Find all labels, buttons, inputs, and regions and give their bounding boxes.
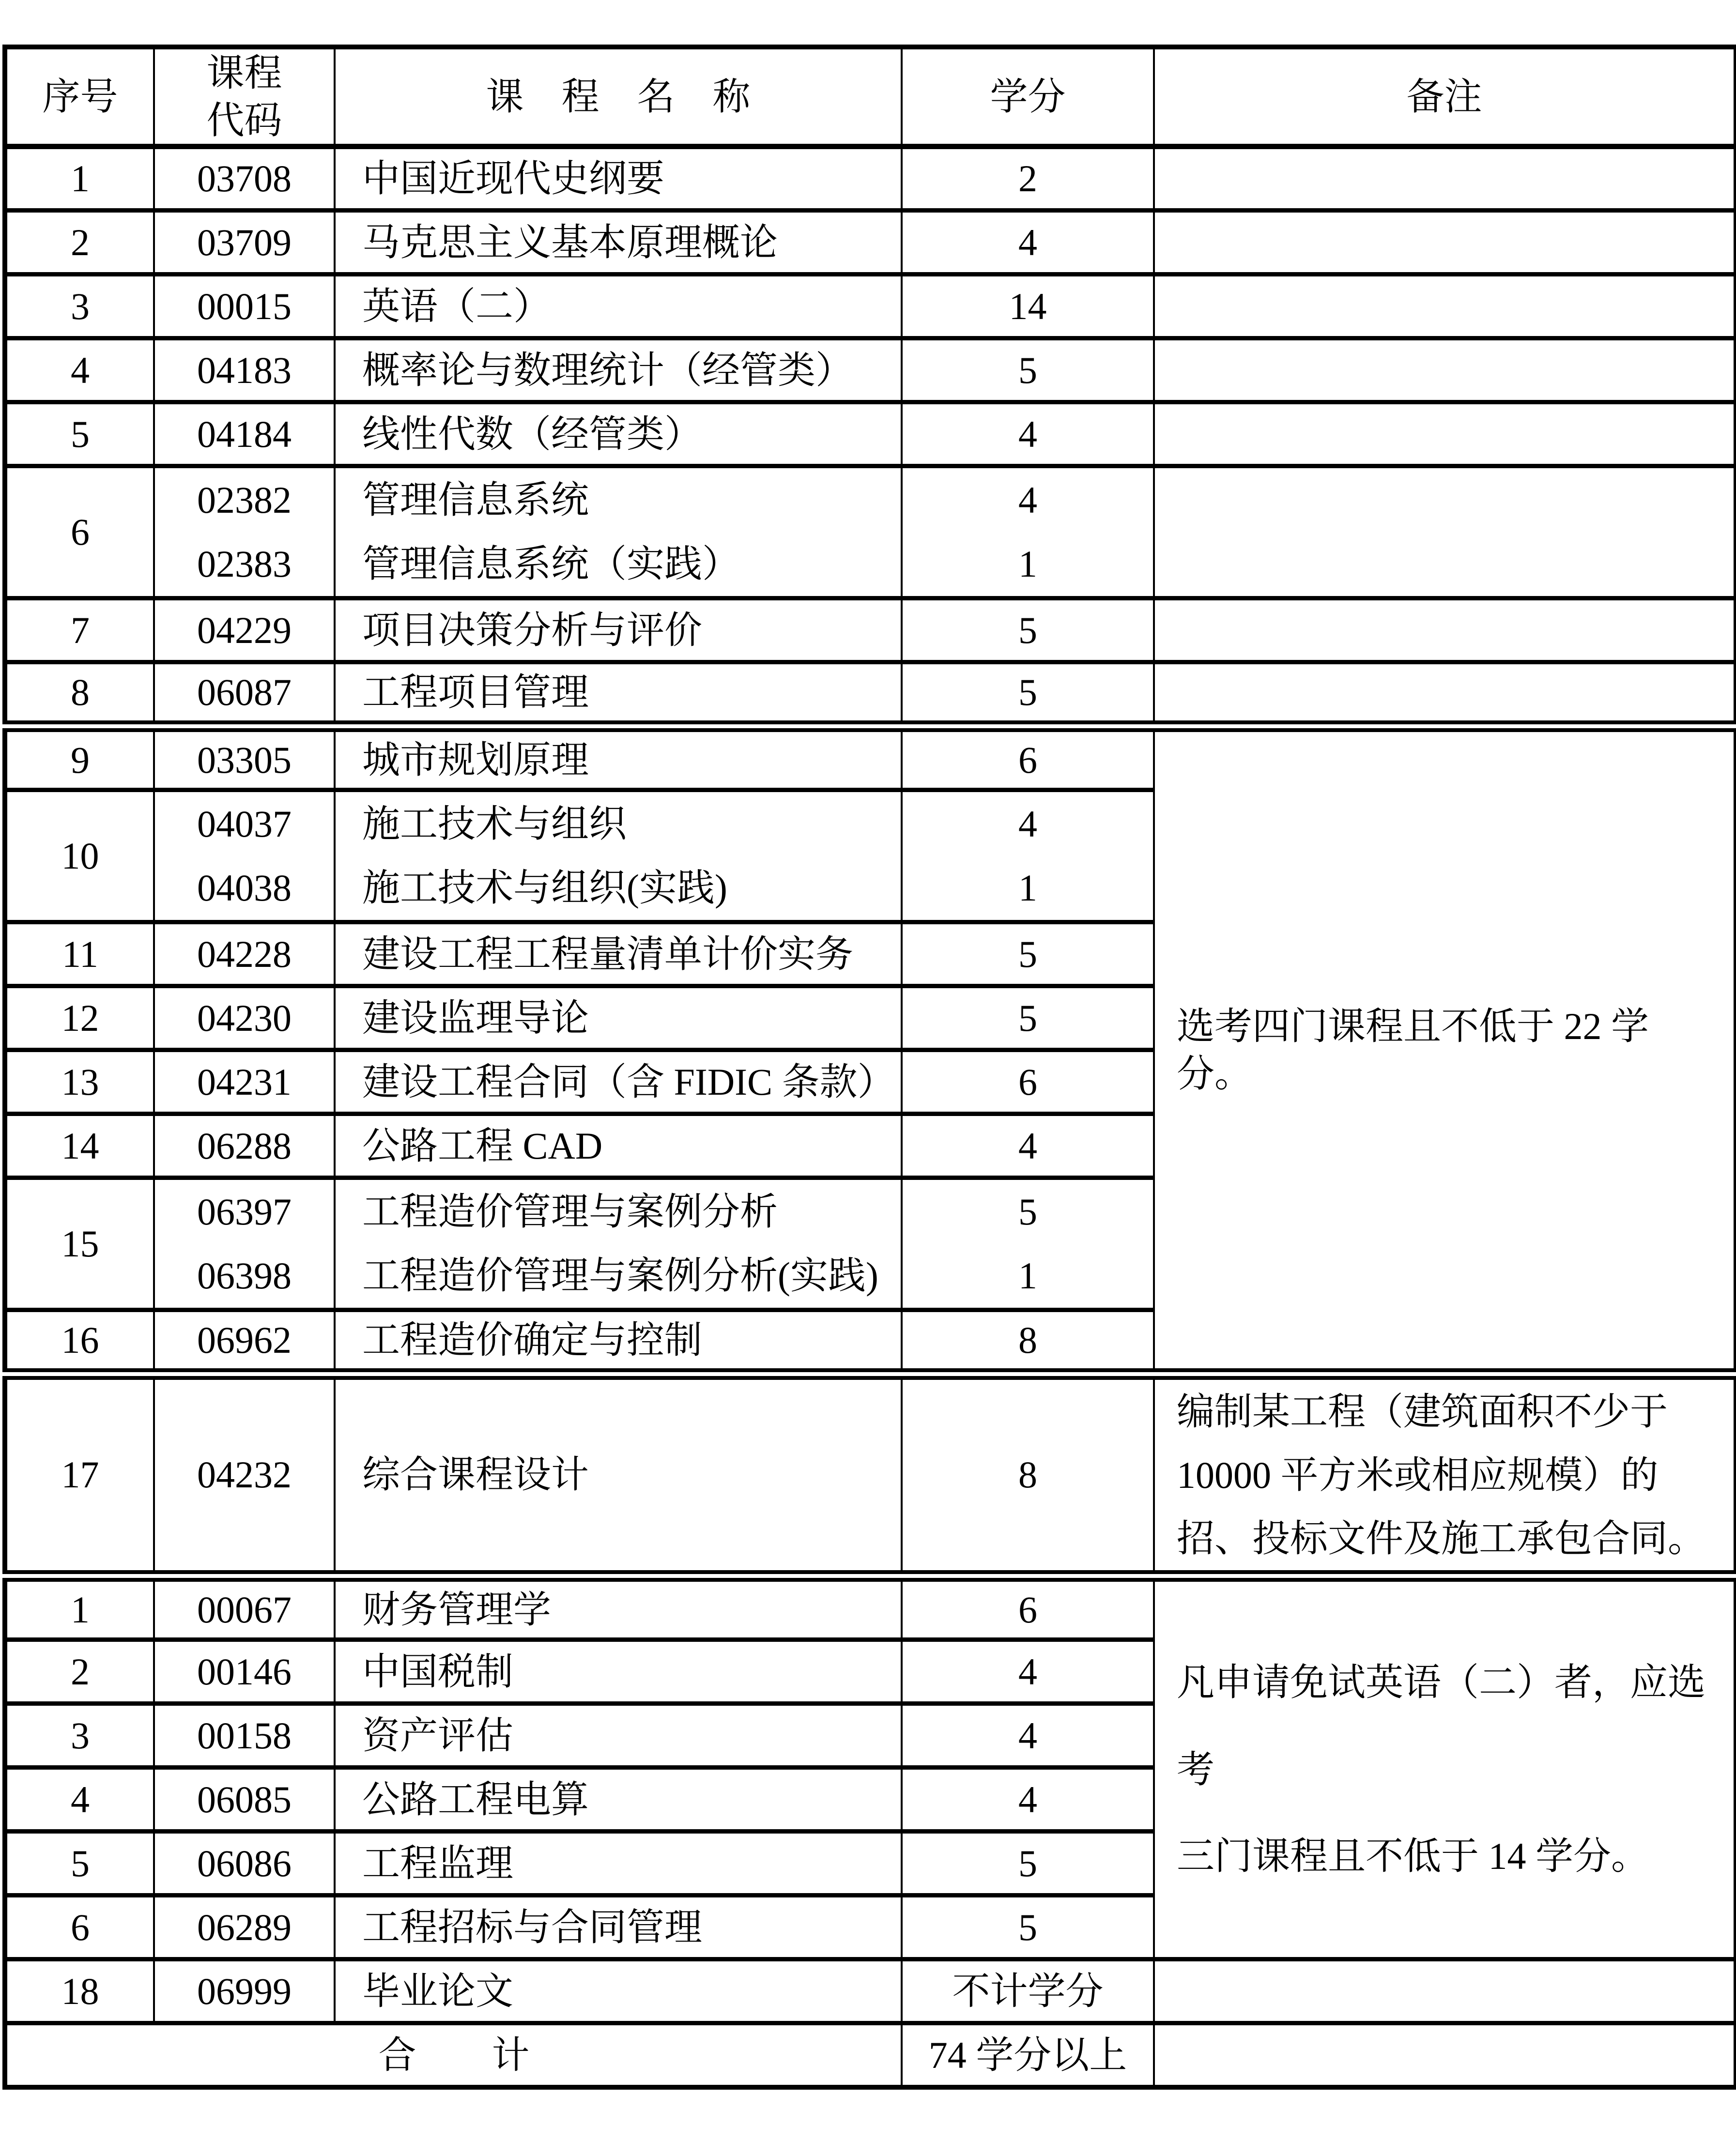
cell-name: 中国近现代史纲要 <box>335 147 902 211</box>
cell-credit-2: 1 <box>1018 1254 1037 1297</box>
cell-name-1: 施工技术与组织 <box>362 803 627 845</box>
table-row <box>5 147 1736 211</box>
cell-name: 财务管理学 <box>335 1576 902 1640</box>
cell-credit: 5 <box>902 986 1154 1050</box>
cell-remark <box>1154 1959 1736 2023</box>
remark-line: 凡申请免试英语（二）者，应选考 <box>1177 1661 1706 1790</box>
cell-name: 毕业论文 <box>335 1959 902 2023</box>
cell-no: 12 <box>5 986 154 1050</box>
cell-no: 9 <box>5 726 154 790</box>
cell-no: 2 <box>5 211 154 275</box>
cell-credit <box>902 1178 1154 1310</box>
cell-remark <box>1154 598 1736 662</box>
cell-no: 3 <box>5 1704 154 1768</box>
cell-name-2: 施工技术与组织(实践) <box>362 867 727 909</box>
cell-no: 11 <box>5 922 154 986</box>
cell-code: 00015 <box>154 275 335 338</box>
cell-no: 17 <box>5 1374 154 1576</box>
cell-credit: 4 <box>902 1704 1154 1768</box>
cell-no: 4 <box>5 338 154 402</box>
cell-credit: 5 <box>902 922 1154 986</box>
cell-no: 16 <box>5 1310 154 1374</box>
header-code-line1: 课程 <box>206 52 282 94</box>
table-row <box>5 1576 1736 1640</box>
cell-name: 线性代数（经管类） <box>335 402 902 466</box>
cell-credit-1: 4 <box>1018 479 1037 521</box>
cell-code-1: 06397 <box>197 1191 292 1233</box>
cell-code: 00067 <box>154 1576 335 1640</box>
cell-credit: 5 <box>902 338 1154 402</box>
header-no: 序号 <box>5 47 154 147</box>
cell-credit: 6 <box>902 1576 1154 1640</box>
cell-code: 06086 <box>154 1832 335 1896</box>
cell-credit-2: 1 <box>1018 543 1037 585</box>
table-row <box>5 338 1736 402</box>
table-row <box>5 598 1736 662</box>
cell-code <box>154 1178 335 1310</box>
cell-total-label: 合 计 <box>5 2023 902 2087</box>
cell-no: 2 <box>5 1640 154 1704</box>
cell-name <box>335 466 902 598</box>
cell-remark <box>1154 2023 1736 2087</box>
cell-credit: 14 <box>902 275 1154 338</box>
cell-remark <box>1154 275 1736 338</box>
table-row-17 <box>5 1374 1736 1576</box>
cell-credit: 5 <box>902 1896 1154 1959</box>
cell-no: 15 <box>5 1178 154 1310</box>
cell-credit-1: 4 <box>1018 803 1037 845</box>
cell-no: 8 <box>5 662 154 726</box>
cell-credit <box>902 790 1154 922</box>
cell-code <box>154 466 335 598</box>
remark-line: 招、投标文件及施工承包合同。 <box>1177 1517 1706 1560</box>
table-row <box>5 726 1736 790</box>
cell-name: 城市规划原理 <box>335 726 902 790</box>
cell-remark-merged-elective: 选考四门课程且不低于 22 学分。 <box>1154 726 1736 1374</box>
cell-no: 4 <box>5 1768 154 1832</box>
cell-code: 04183 <box>154 338 335 402</box>
cell-remark <box>1154 662 1736 726</box>
cell-no: 1 <box>5 147 154 211</box>
cell-code: 04231 <box>154 1050 335 1114</box>
cell-credit-1: 5 <box>1018 1191 1037 1233</box>
cell-name: 综合课程设计 <box>335 1374 902 1576</box>
cell-credit <box>902 466 1154 598</box>
cell-credit: 6 <box>902 726 1154 790</box>
cell-credit: 4 <box>902 211 1154 275</box>
cell-remark <box>1154 402 1736 466</box>
cell-credit: 不计学分 <box>902 1959 1154 2023</box>
cell-name: 公路工程电算 <box>335 1768 902 1832</box>
cell-name <box>335 790 902 922</box>
cell-no: 5 <box>5 402 154 466</box>
cell-name: 资产评估 <box>335 1704 902 1768</box>
cell-code: 00146 <box>154 1640 335 1704</box>
cell-name: 建设工程合同（含 FIDIC 条款） <box>335 1050 902 1114</box>
table-row <box>5 275 1736 338</box>
cell-remark <box>1154 466 1736 598</box>
cell-no: 3 <box>5 275 154 338</box>
cell-credit: 4 <box>902 402 1154 466</box>
table-row-total <box>5 2023 1736 2087</box>
cell-code-2: 02383 <box>197 543 292 585</box>
cell-code: 06085 <box>154 1768 335 1832</box>
cell-name <box>335 1178 902 1310</box>
header-code <box>154 47 335 147</box>
cell-no: 10 <box>5 790 154 922</box>
cell-name-2: 工程造价管理与案例分析(实践) <box>362 1254 878 1297</box>
cell-name: 工程招标与合同管理 <box>335 1896 902 1959</box>
cell-code: 04230 <box>154 986 335 1050</box>
cell-code: 04228 <box>154 922 335 986</box>
table-row <box>5 662 1736 726</box>
cell-code <box>154 790 335 922</box>
header-code-line2: 代码 <box>206 99 282 141</box>
cell-code: 04232 <box>154 1374 335 1576</box>
remark-line: 三门课程且不低于 14 学分。 <box>1177 1835 1649 1878</box>
header-name: 课 程 名 称 <box>335 47 902 147</box>
cell-name: 工程造价确定与控制 <box>335 1310 902 1374</box>
cell-code: 06288 <box>154 1114 335 1178</box>
cell-remark <box>1154 338 1736 402</box>
cell-credit: 6 <box>902 1050 1154 1114</box>
cell-no: 18 <box>5 1959 154 2023</box>
header-remark: 备注 <box>1154 47 1736 147</box>
table-row <box>5 402 1736 466</box>
cell-code-2: 06398 <box>197 1254 292 1297</box>
table-row-double <box>5 466 1736 598</box>
cell-code: 06962 <box>154 1310 335 1374</box>
cell-no: 13 <box>5 1050 154 1114</box>
cell-remark-design <box>1154 1374 1736 1576</box>
cell-code-1: 04037 <box>197 803 292 845</box>
page <box>0 45 1736 2156</box>
cell-code: 06289 <box>154 1896 335 1959</box>
cell-code-2: 04038 <box>197 867 292 909</box>
cell-name: 概率论与数理统计（经管类） <box>335 338 902 402</box>
cell-remark <box>1154 211 1736 275</box>
cell-remark-merged-exempt <box>1154 1576 1736 1959</box>
cell-no: 6 <box>5 1896 154 1959</box>
table-row <box>5 211 1736 275</box>
cell-name: 中国税制 <box>335 1640 902 1704</box>
cell-credit: 4 <box>902 1114 1154 1178</box>
cell-name: 英语（二） <box>335 275 902 338</box>
cell-credit: 8 <box>902 1374 1154 1576</box>
cell-no: 7 <box>5 598 154 662</box>
cell-no: 5 <box>5 1832 154 1896</box>
cell-code: 06999 <box>154 1959 335 2023</box>
cell-credit: 5 <box>902 598 1154 662</box>
table-header-row <box>5 47 1736 147</box>
cell-total-credit: 74 学分以上 <box>902 2023 1154 2087</box>
cell-code: 03305 <box>154 726 335 790</box>
cell-no: 14 <box>5 1114 154 1178</box>
cell-credit: 2 <box>902 147 1154 211</box>
cell-name: 项目决策分析与评价 <box>335 598 902 662</box>
cell-no: 6 <box>5 466 154 598</box>
cell-name-1: 工程造价管理与案例分析 <box>362 1191 778 1233</box>
course-table <box>2 45 1736 2090</box>
cell-name-2: 管理信息系统（实践） <box>362 543 740 585</box>
cell-code: 04229 <box>154 598 335 662</box>
cell-code: 00158 <box>154 1704 335 1768</box>
remark-line: 10000 平方米或相应规模）的 <box>1177 1453 1659 1496</box>
cell-name: 工程监理 <box>335 1832 902 1896</box>
cell-remark <box>1154 147 1736 211</box>
cell-name: 公路工程 CAD <box>335 1114 902 1178</box>
cell-credit-2: 1 <box>1018 867 1037 909</box>
cell-name: 建设工程工程量清单计价实务 <box>335 922 902 986</box>
cell-code: 03708 <box>154 147 335 211</box>
cell-code: 03709 <box>154 211 335 275</box>
cell-name: 建设监理导论 <box>335 986 902 1050</box>
cell-code: 04184 <box>154 402 335 466</box>
cell-credit: 5 <box>902 1832 1154 1896</box>
cell-name-1: 管理信息系统 <box>362 479 589 521</box>
cell-credit: 4 <box>902 1640 1154 1704</box>
cell-code: 06087 <box>154 662 335 726</box>
header-credit: 学分 <box>902 47 1154 147</box>
remark-line: 编制某工程（建筑面积不少于 <box>1177 1390 1668 1433</box>
cell-code-1: 02382 <box>197 479 292 521</box>
cell-no: 1 <box>5 1576 154 1640</box>
cell-credit: 4 <box>902 1768 1154 1832</box>
cell-name: 马克思主义基本原理概论 <box>335 211 902 275</box>
cell-name: 工程项目管理 <box>335 662 902 726</box>
cell-credit: 5 <box>902 662 1154 726</box>
table-row-18 <box>5 1959 1736 2023</box>
cell-credit: 8 <box>902 1310 1154 1374</box>
